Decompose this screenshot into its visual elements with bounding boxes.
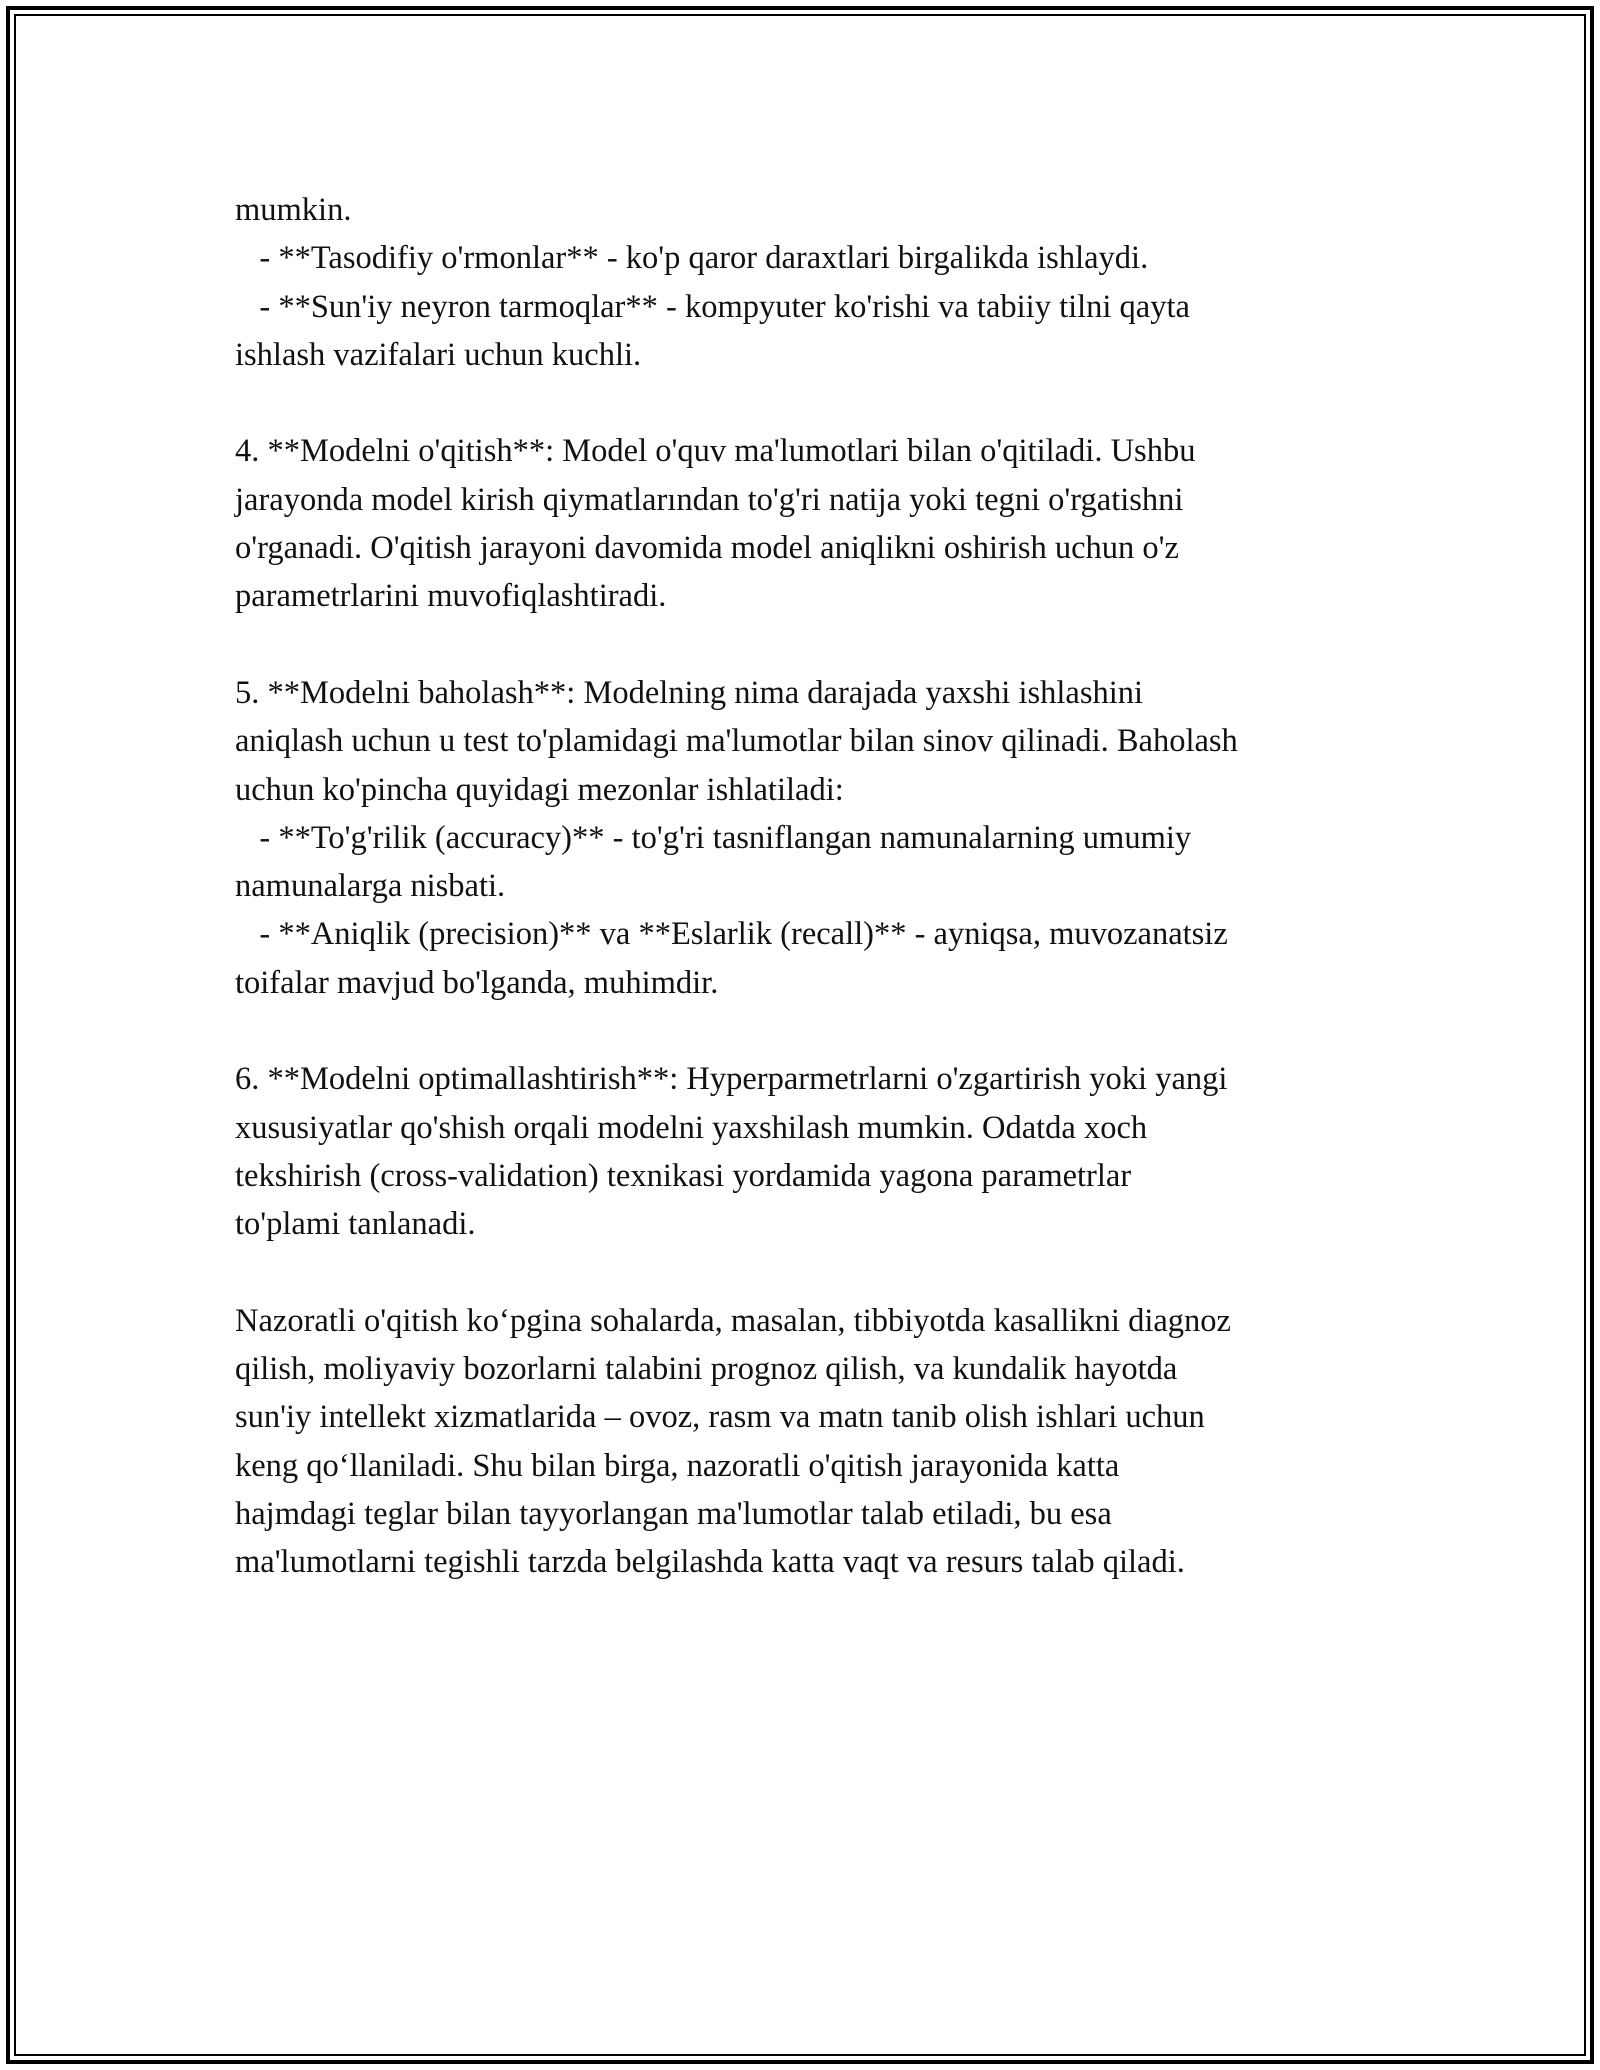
text-line: Nazoratli o'qitish ko‘pgina sohalarda, masalan, tibbiyotda kasallikni diagnoz xyxy=(235,1302,1231,1339)
text-line: hajmdagi teglar bilan tayyorlangan ma'lumotlar talab etiladi, bu esa xyxy=(235,1496,1112,1533)
conclusion-paragraph xyxy=(235,1297,1375,1587)
text-line: toifalar mavjud bo'lganda, muhimdir. xyxy=(235,964,719,1001)
text-line: - **To'g'rilik (accuracy)** - to'g'ri tasniflangan namunalarning umumiy xyxy=(235,819,1192,856)
text-line: tekshirish (cross-validation) texnikasi yordamida yagona parametrlar xyxy=(235,1157,1132,1194)
step-6-paragraph xyxy=(235,1055,1375,1248)
text-line: 4. **Modelni o'qitish**: Model o'quv ma'lumotlari bilan o'qitiladi. Ushbu xyxy=(235,433,1196,470)
paragraph-spacer xyxy=(235,379,1375,427)
paragraph-spacer xyxy=(235,1007,1375,1055)
text-line: parametrlarini muvofiqlashtiradi. xyxy=(235,578,667,615)
text-line: sun'iy intellekt xizmatlarida – ovoz, rasm va matn tanib olish ishlari uchun xyxy=(235,1399,1205,1436)
intro-continuation-paragraph xyxy=(235,186,1375,379)
text-line: 6. **Modelni optimallashtirish**: Hyperparmetrlarni o'zgartirish yoki yangi xyxy=(235,1061,1228,1098)
text-line: mumkin. xyxy=(235,192,352,228)
text-line: ishlash vazifalari uchun kuchli. xyxy=(235,336,642,373)
text-line: uchun ko'pincha quyidagi mezonlar ishlatiladi: xyxy=(235,771,844,808)
text-line: namunalarga nisbati. xyxy=(235,868,506,905)
text-line: - **Tasodifiy o'rmonlar** - ko'p qaror daraxtlari birgalikda ishlaydi. xyxy=(235,240,1149,277)
text-line: 5. **Modelni baholash**: Modelning nima darajada yaxshi ishlashini xyxy=(235,674,1144,711)
text-line: o'rganadi. O'qitish jarayoni davomida model aniqlikni oshirish uchun o'z xyxy=(235,530,1179,567)
text-line: qilish, moliyaviy bozorlarni talabini prognoz qilish, va kundalik hayotda xyxy=(235,1351,1178,1388)
text-line: keng qo‘llaniladi. Shu bilan birga, nazoratli o'qitish jarayonida katta xyxy=(235,1447,1120,1484)
text-line: xususiyatlar qo'shish orqali modelni yaxshilash mumkin. Odatda xoch xyxy=(235,1109,1148,1146)
paragraph-spacer xyxy=(235,1249,1375,1297)
text-line: to'plami tanlanadi. xyxy=(235,1206,476,1243)
text-line: - **Aniqlik (precision)** va **Eslarlik (recall)** - ayniqsa, muvozanatsiz xyxy=(235,916,1228,953)
step-5-paragraph xyxy=(235,669,1375,1007)
text-line: - **Sun'iy neyron tarmoqlar** - kompyuter ko'rishi va tabiiy tilni qayta xyxy=(235,288,1190,325)
text-line: aniqlash uchun u test to'plamidagi ma'lumotlar bilan sinov qilinadi. Baholash xyxy=(235,723,1238,760)
step-4-paragraph xyxy=(235,427,1375,620)
paragraph-spacer xyxy=(235,621,1375,669)
document-body xyxy=(235,186,1375,1587)
text-line: ma'lumotlarni tegishli tarzda belgilashda katta vaqt va resurs talab qiladi. xyxy=(235,1544,1185,1581)
text-line: jarayonda model kirish qiymatlarından to'g'ri natija yoki tegni o'rgatishni xyxy=(235,481,1184,518)
